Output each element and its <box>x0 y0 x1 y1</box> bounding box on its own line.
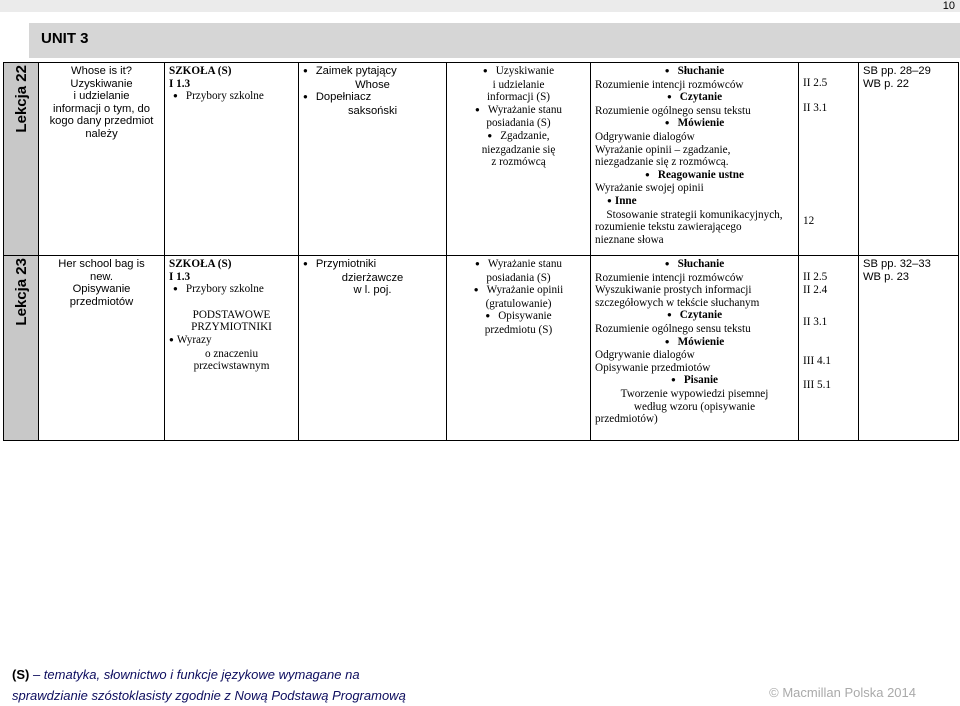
table-row-lesson-22 <box>4 63 959 256</box>
functions-cell: ● Wyrażanie stanu posiadania (S) ● Wyrażanie opinii (gratulowanie) ● Opisywanie przedmiotu (S) <box>447 256 591 441</box>
footer-line2: sprawdzianie szóstoklasisty zgodnie z Nową Podstawą Programową <box>12 688 406 703</box>
footer-line1: – tematyka, słownictwo i funkcje językowe wymagane na <box>29 667 360 682</box>
grammar-cell: ● Przymiotniki dzierżawcze w l. poj. <box>299 256 447 441</box>
functions-cell: ● Uzyskiwanie i udzielanie informacji (S) ● Wyrażanie stanu posiadania (S) ● Zgadzanie, niezgadzanie się z rozmówcą <box>447 63 591 256</box>
copyright: © Macmillan Polska 2014 <box>769 685 916 700</box>
vocab-bullet: ● Przybory szkolne <box>169 283 294 297</box>
materials-cell: SB pp. 28–29 WB p. 22 <box>859 63 959 256</box>
unit-header <box>29 23 960 58</box>
footer-tag: (S) <box>12 667 30 682</box>
vocab-cell: SZKOŁA (S) I 1.3 ● Przybory szkolne <box>165 63 299 256</box>
grammar-cell: ● Zaimek pytający Whose ● Dopełniacz saksoński <box>299 63 447 256</box>
codes-cell: II 2.5 II 3.1 12 <box>799 63 859 256</box>
lesson-cell <box>4 63 39 256</box>
lesson-label: Lekcja 22 <box>12 65 30 133</box>
skills-cell: ● Słuchanie Rozumienie intencji rozmówców ● Czytanie Rozumienie ogólnego sensu tekstu ● Mówienie Odgrywanie dialogów Wyrażanie opinii – zgadzanie, niezgadzanie się z rozmówcą. ● Reagowanie ustne Wyrażanie swojej opinii ● Inne Stosowanie strategii komunikacyjnych, rozumienie tekstu zawierającego nieznane słowa <box>591 63 799 256</box>
lesson-cell <box>4 256 39 441</box>
lesson-label: Lekcja 23 <box>12 258 30 326</box>
vocab-cell: SZKOŁA (S) I 1.3 ● Przybory szkolne PODSTAWOWE PRZYMIOTNIKI ● Wyrazy o znaczeniu przeciwstawnym <box>165 256 299 441</box>
unit-title: UNIT 3 <box>41 30 89 47</box>
page-number: 10 <box>0 0 960 12</box>
topic-cell: Her school bag is new. Opisywanie przedmiotów <box>39 256 165 441</box>
skills-cell: ● Słuchanie Rozumienie intencji rozmówców Wyszukiwanie prostych informacji szczegółowych w tekście słuchanym ● Czytanie Rozumienie ogólnego sensu tekstu ● Mówienie Odgrywanie dialogów Opisywanie przedmiotów ● Pisanie Tworzenie wypowiedzi pisemnej według wzoru (opisywanie przedmiotów) <box>591 256 799 441</box>
footer-note <box>12 664 406 706</box>
vocab-bullet: ● Przybory szkolne <box>169 90 294 104</box>
topic-cell: Whose is it? Uzyskiwanie i udzielanie informacji o tym, do kogo dany przedmiot należy <box>39 63 165 256</box>
lesson-plan-table <box>3 62 959 441</box>
materials-cell: SB pp. 32–33 WB p. 23 <box>859 256 959 441</box>
table-row-lesson-23 <box>4 256 959 441</box>
codes-cell: II 2.5 II 2.4 II 3.1 III 4.1 III 5.1 <box>799 256 859 441</box>
